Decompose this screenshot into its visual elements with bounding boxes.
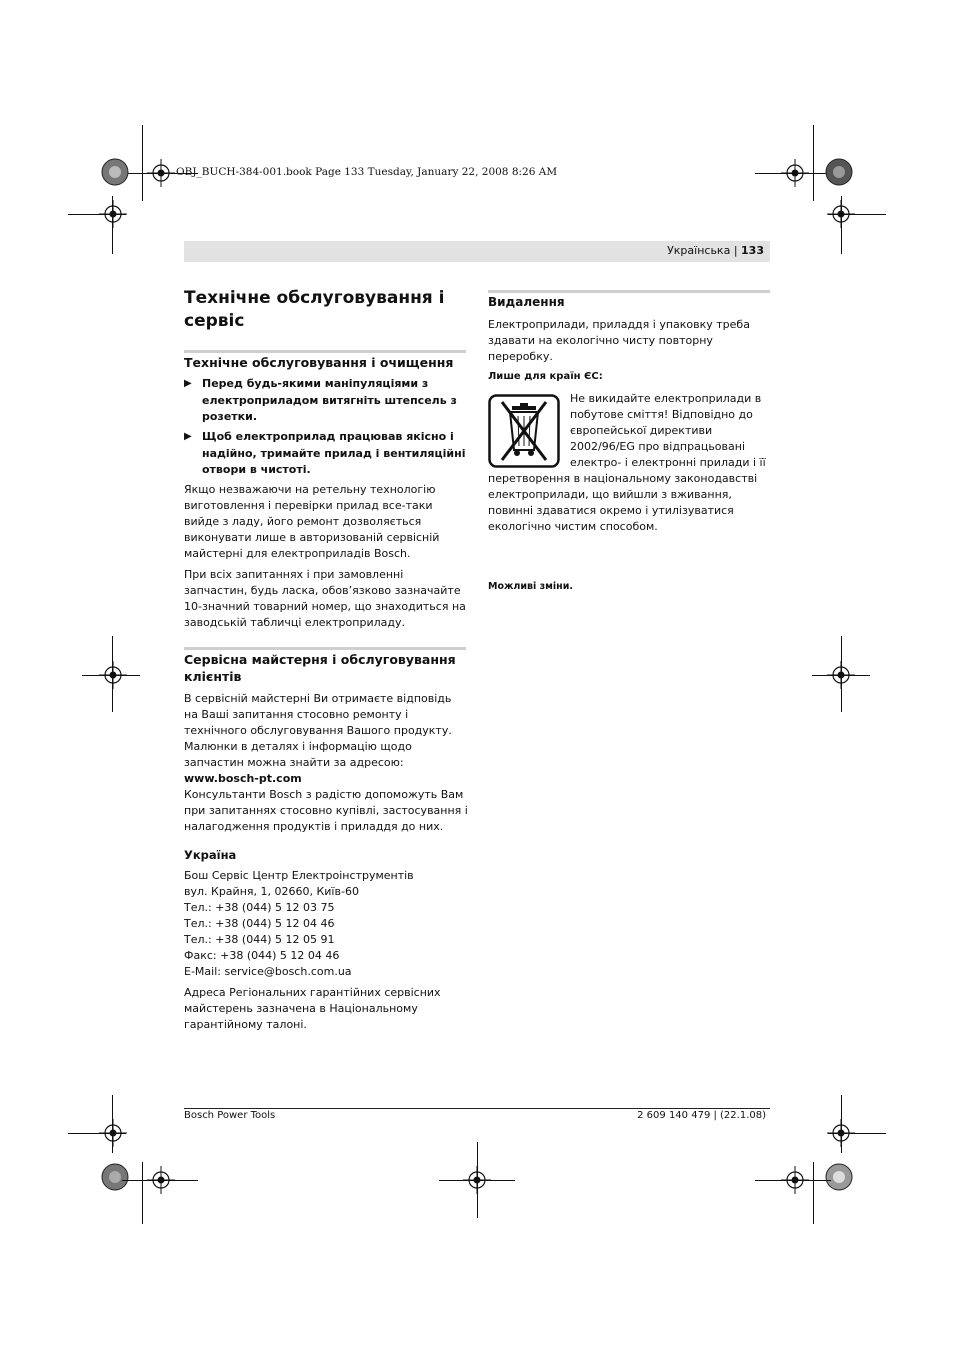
- paragraph: Якщо незважаючи на ретельну технологію виготовлення і перевірки прилад все-таки вийде з ладу, його ремонт дозволяється виконувати лише в авторизованій сервісній майстерні для електроприладів Bosch.: [184, 483, 440, 560]
- country-heading: Україна: [184, 848, 237, 862]
- service-heading: Сервісна майстерня і обслуговування клієнтів: [184, 652, 456, 684]
- section-rule: [184, 647, 466, 650]
- paragraph: Адреса Регіональних гарантійних сервісних майстерень зазначена в Національному гарантійному талоні.: [184, 986, 441, 1031]
- footer-rule: [184, 1108, 770, 1109]
- bullet-text: Перед будь-якими маніпуляціями з електроприладом витягніть штепсель з розетки.: [202, 377, 457, 423]
- print-slug: OBJ_BUCH-384-001.book Page 133 Tuesday, January 22, 2008 8:26 AM: [176, 166, 558, 178]
- registration-mark-icon: [781, 159, 809, 187]
- color-wheel-icon: [101, 158, 129, 186]
- address-line: вул. Крайня, 1, 02660, Київ-60: [184, 885, 359, 898]
- page-header: [184, 241, 770, 262]
- paragraph: Не викидайте електроприлади в побутове сміття! Відповідно до європейської директиви 2002/96/EG про відпрацьовані електро- і електронні прилади і її перетворення в національному законодавстві електроприлади, що вийшли з вживання, повинні здаватися окремо і утилізуватися екологічно чистим способом.: [488, 392, 766, 533]
- page-number: 133: [741, 244, 764, 257]
- header-language: Українська: [667, 244, 731, 257]
- paragraph: В сервісній майстерні Ви отримаєте відповідь на Ваші запитання стосовно ремонту і технічного обслуговування Вашого продукту. Малюнки в деталях і інформацію щодо запчастин можна знайти за адресою:: [184, 692, 452, 769]
- color-wheel-icon: [825, 1163, 853, 1191]
- color-wheel-icon: [825, 158, 853, 186]
- color-wheel-icon: [101, 1163, 129, 1191]
- address-line: E-Mail: service@bosch.com.ua: [184, 965, 352, 978]
- page-title: Технічне обслуговування і сервіс: [184, 288, 445, 331]
- changes-note: Можливі зміни.: [488, 581, 573, 592]
- registration-mark-icon: [147, 159, 175, 187]
- paragraph: При всіх запитаннях і при замовленні запчастин, будь ласка, обов’язково зазначайте 10-значний товарний номер, що знаходиться на заводській табличці електроприладу.: [184, 568, 466, 629]
- section-rule: [488, 290, 770, 293]
- footer-publisher: Bosch Power Tools: [184, 1110, 276, 1121]
- address-line: Тел.: +38 (044) 5 12 04 46: [184, 917, 335, 930]
- bullet-arrow-icon: ▶: [184, 431, 192, 442]
- service-url[interactable]: www.bosch-pt.com: [184, 772, 302, 785]
- paragraph: Електроприлади, приладдя і упаковку треба здавати на екологічно чисту повторну переробку.: [488, 318, 750, 363]
- address-line: Тел.: +38 (044) 5 12 03 75: [184, 901, 335, 914]
- footer-doc-number: 2 609 140 479 | (22.1.08): [637, 1110, 766, 1121]
- bullet-text: Щоб електроприлад працював якісно і надійно, тримайте прилад і вентиляційні отвори в чистоті.: [202, 430, 466, 476]
- address-line: Бош Сервіс Центр Електроінструментів: [184, 869, 414, 882]
- disposal-heading: Видалення: [488, 295, 565, 309]
- address-line: Тел.: +38 (044) 5 12 05 91: [184, 933, 335, 946]
- eu-heading: Лише для країн ЄС:: [488, 371, 603, 382]
- list-item: [184, 376, 466, 426]
- address-line: Факс: +38 (044) 5 12 04 46: [184, 949, 340, 962]
- address-block: [184, 868, 466, 980]
- paragraph: Консультанти Bosch з радістю допоможуть Вам при запитаннях стосовно купівлі, застосування і налагодження продуктів і приладдя до них.: [184, 788, 468, 833]
- bullet-arrow-icon: ▶: [184, 378, 192, 389]
- section-rule: [184, 350, 466, 353]
- header-separator: |: [733, 244, 738, 257]
- header-text: [667, 244, 764, 257]
- list-item: [184, 429, 466, 479]
- maintenance-heading: Технічне обслуговування і очищення: [184, 355, 454, 370]
